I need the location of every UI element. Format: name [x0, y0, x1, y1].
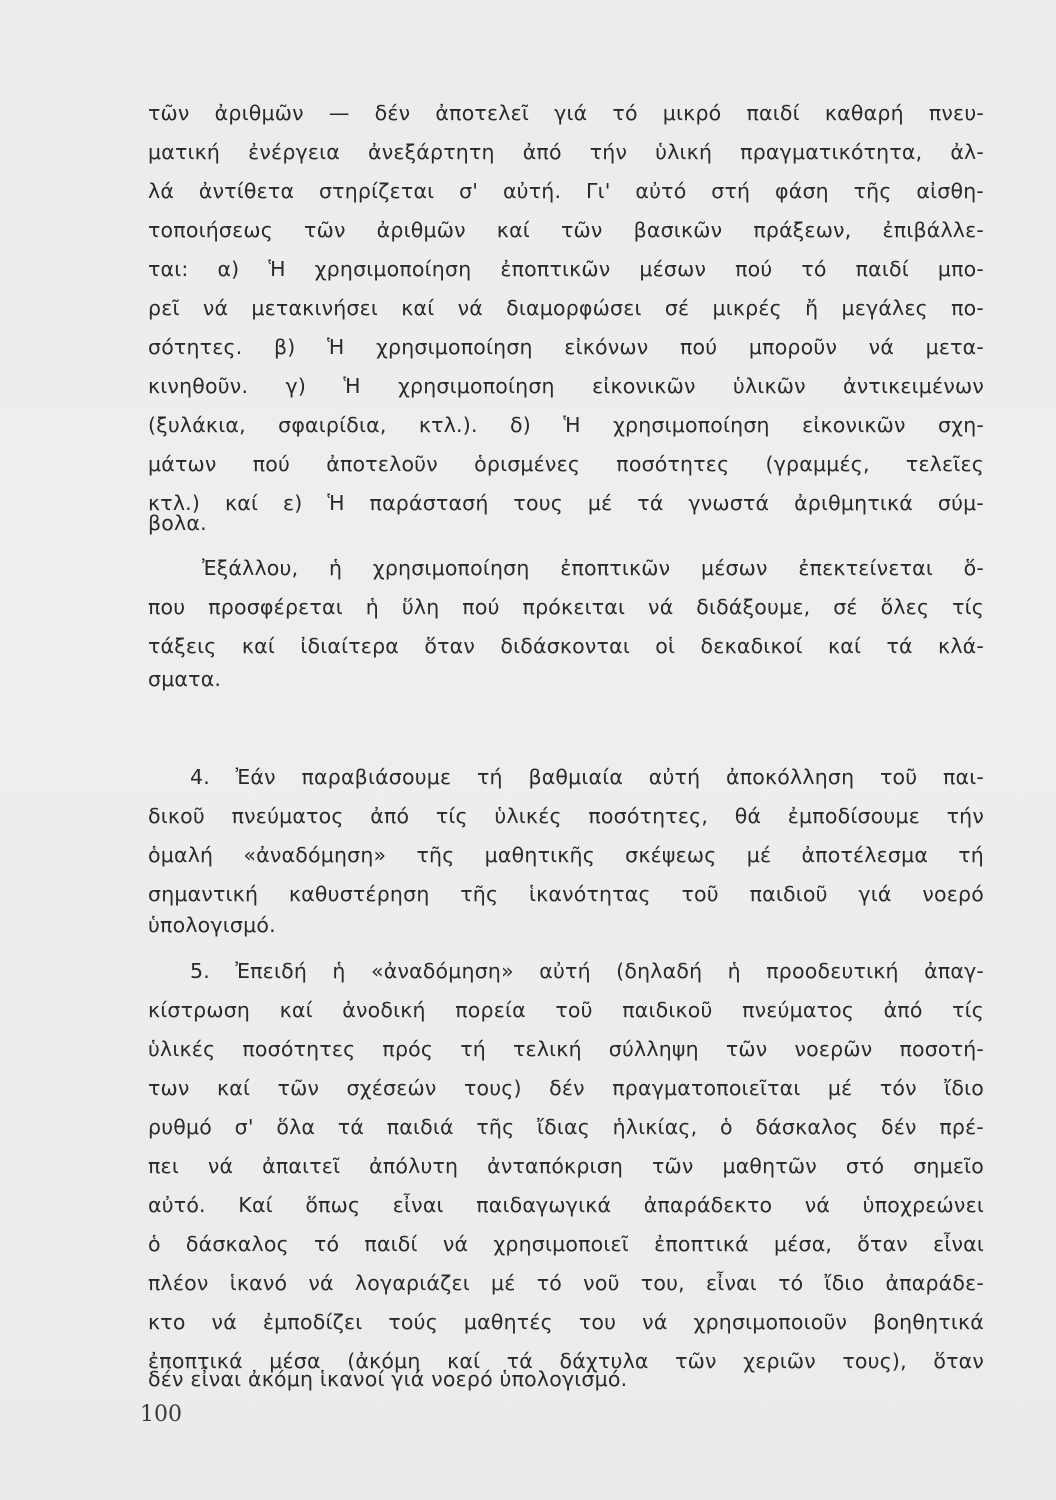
text-line: που προσφέρεται ἡ ὕλη πού πρόκειται νά διδάξουμε, σέ ὅλες τίς [148, 595, 984, 619]
text-line: ματική ἐνέργεια ἀνεξάρτητη ἀπό τήν ὑλική πραγματικότητα, ἀλ- [148, 140, 984, 164]
text-line: τῶν ἀριθμῶν — δέν ἀποτελεῖ γιά τό μικρό παιδί καθαρή πνευ- [148, 101, 984, 125]
text-line: ὑλικές ποσότητες πρός τή τελική σύλληψη τῶν νοερῶν ποσοτή- [148, 1037, 984, 1061]
text-line: μάτων πού ἀποτελοῦν ὁρισμένες ποσότητες (γραμμές, τελεῖες [148, 452, 984, 476]
text-line: βολα. [148, 511, 207, 535]
text-line: (ξυλάκια, σφαιρίδια, κτλ.). δ) Ἡ χρησιμοποίηση εἰκονικῶν σχη- [148, 413, 984, 437]
text-line: ρυθμό σ' ὅλα τά παιδιά τῆς ἴδιας ἡλικίας, ὁ δάσκαλος δέν πρέ- [148, 1115, 984, 1139]
text-line: σματα. [148, 667, 222, 691]
text-line: σημαντική καθυστέρηση τῆς ἱκανότητας τοῦ παιδιοῦ γιά νοερό [148, 882, 984, 906]
text-line: πει νά ἀπαιτεῖ ἀπόλυτη ἀνταπόκριση τῶν μαθητῶν στό σημεῖο [148, 1154, 984, 1178]
text-line: ὁμαλή «ἀναδόμηση» τῆς μαθητικῆς σκέψεως μέ ἀποτέλεσμα τή [148, 843, 984, 867]
text-line: κινηθοῦν. γ) Ἡ χρησιμοποίηση εἰκονικῶν ὑλικῶν ἀντικειμένων [148, 374, 984, 398]
text-line: κτλ.) καί ε) Ἡ παράστασή τους μέ τά γνωστά ἀριθμητικά σύμ- [148, 491, 984, 515]
text-line: πλέον ἱκανό νά λογαριάζει μέ τό νοῦ του, εἶναι τό ἴδιο ἀπαράδε- [148, 1271, 984, 1295]
text-line: ὁ δάσκαλος τό παιδί νά χρησιμοποιεῖ ἐποπτικά μέσα, ὅταν εἶναι [148, 1232, 984, 1256]
text-line: λά ἀντίθετα στηρίζεται σ' αὐτή. Γι' αὐτό στή φάση τῆς αἰσθη- [148, 179, 984, 203]
paragraph-first-line: Ἐξάλλου, ἡ χρησιμοποίηση ἐποπτικῶν μέσων ἐπεκτείνεται ὅ- [202, 556, 984, 580]
text-line: ρεῖ νά μετακινήσει καί νά διαμορφώσει σέ μικρές ἤ μεγάλες πο- [148, 296, 984, 320]
text-line: δέν εἶναι ἀκόμη ἱκανοί γιά νοερό ὑπολογισμό. [148, 1367, 628, 1391]
paragraph-first-line: 5. Ἐπειδή ἡ «ἀναδόμηση» αὐτή (δηλαδή ἡ προοδευτική ἀπαγ- [190, 959, 984, 983]
text-line: τάξεις καί ἰδιαίτερα ὅταν διδάσκονται οἱ δεκαδικοί καί τά κλά- [148, 634, 984, 658]
text-line: κτο νά ἐμποδίζει τούς μαθητές του νά χρησιμοποιοῦν βοηθητικά [148, 1310, 984, 1334]
text-line: κίστρωση καί ἀνοδική πορεία τοῦ παιδικοῦ πνεύματος ἀπό τίς [148, 998, 984, 1022]
text-line: ται: α) Ἡ χρησιμοποίηση ἐποπτικῶν μέσων πού τό παιδί μπο- [148, 257, 984, 281]
page-number: 100 [140, 1402, 182, 1427]
text-line: των καί τῶν σχέσεών τους) δέν πραγματοποιεῖται μέ τόν ἴδιο [148, 1076, 984, 1100]
text-line: ἐποπτικά μέσα (ἀκόμη καί τά δάχτυλα τῶν χεριῶν τους), ὅταν [148, 1349, 984, 1373]
text-line: τοποιήσεως τῶν ἀριθμῶν καί τῶν βασικῶν πράξεων, ἐπιβάλλε- [148, 218, 984, 242]
text-line: αὐτό. Καί ὅπως εἶναι παιδαγωγικά ἀπαράδεκτο νά ὑποχρεώνει [148, 1193, 984, 1217]
paragraph-first-line: 4. Ἐάν παραβιάσουμε τή βαθμιαία αὐτή ἀποκόλληση τοῦ παι- [190, 765, 984, 789]
text-line: δικοῦ πνεύματος ἀπό τίς ὑλικές ποσότητες, θά ἐμποδίσουμε τήν [148, 804, 984, 828]
text-line: σότητες. β) Ἡ χρησιμοποίηση εἰκόνων πού μποροῦν νά μετα- [148, 335, 984, 359]
text-line: ὑπολογισμό. [148, 913, 276, 937]
